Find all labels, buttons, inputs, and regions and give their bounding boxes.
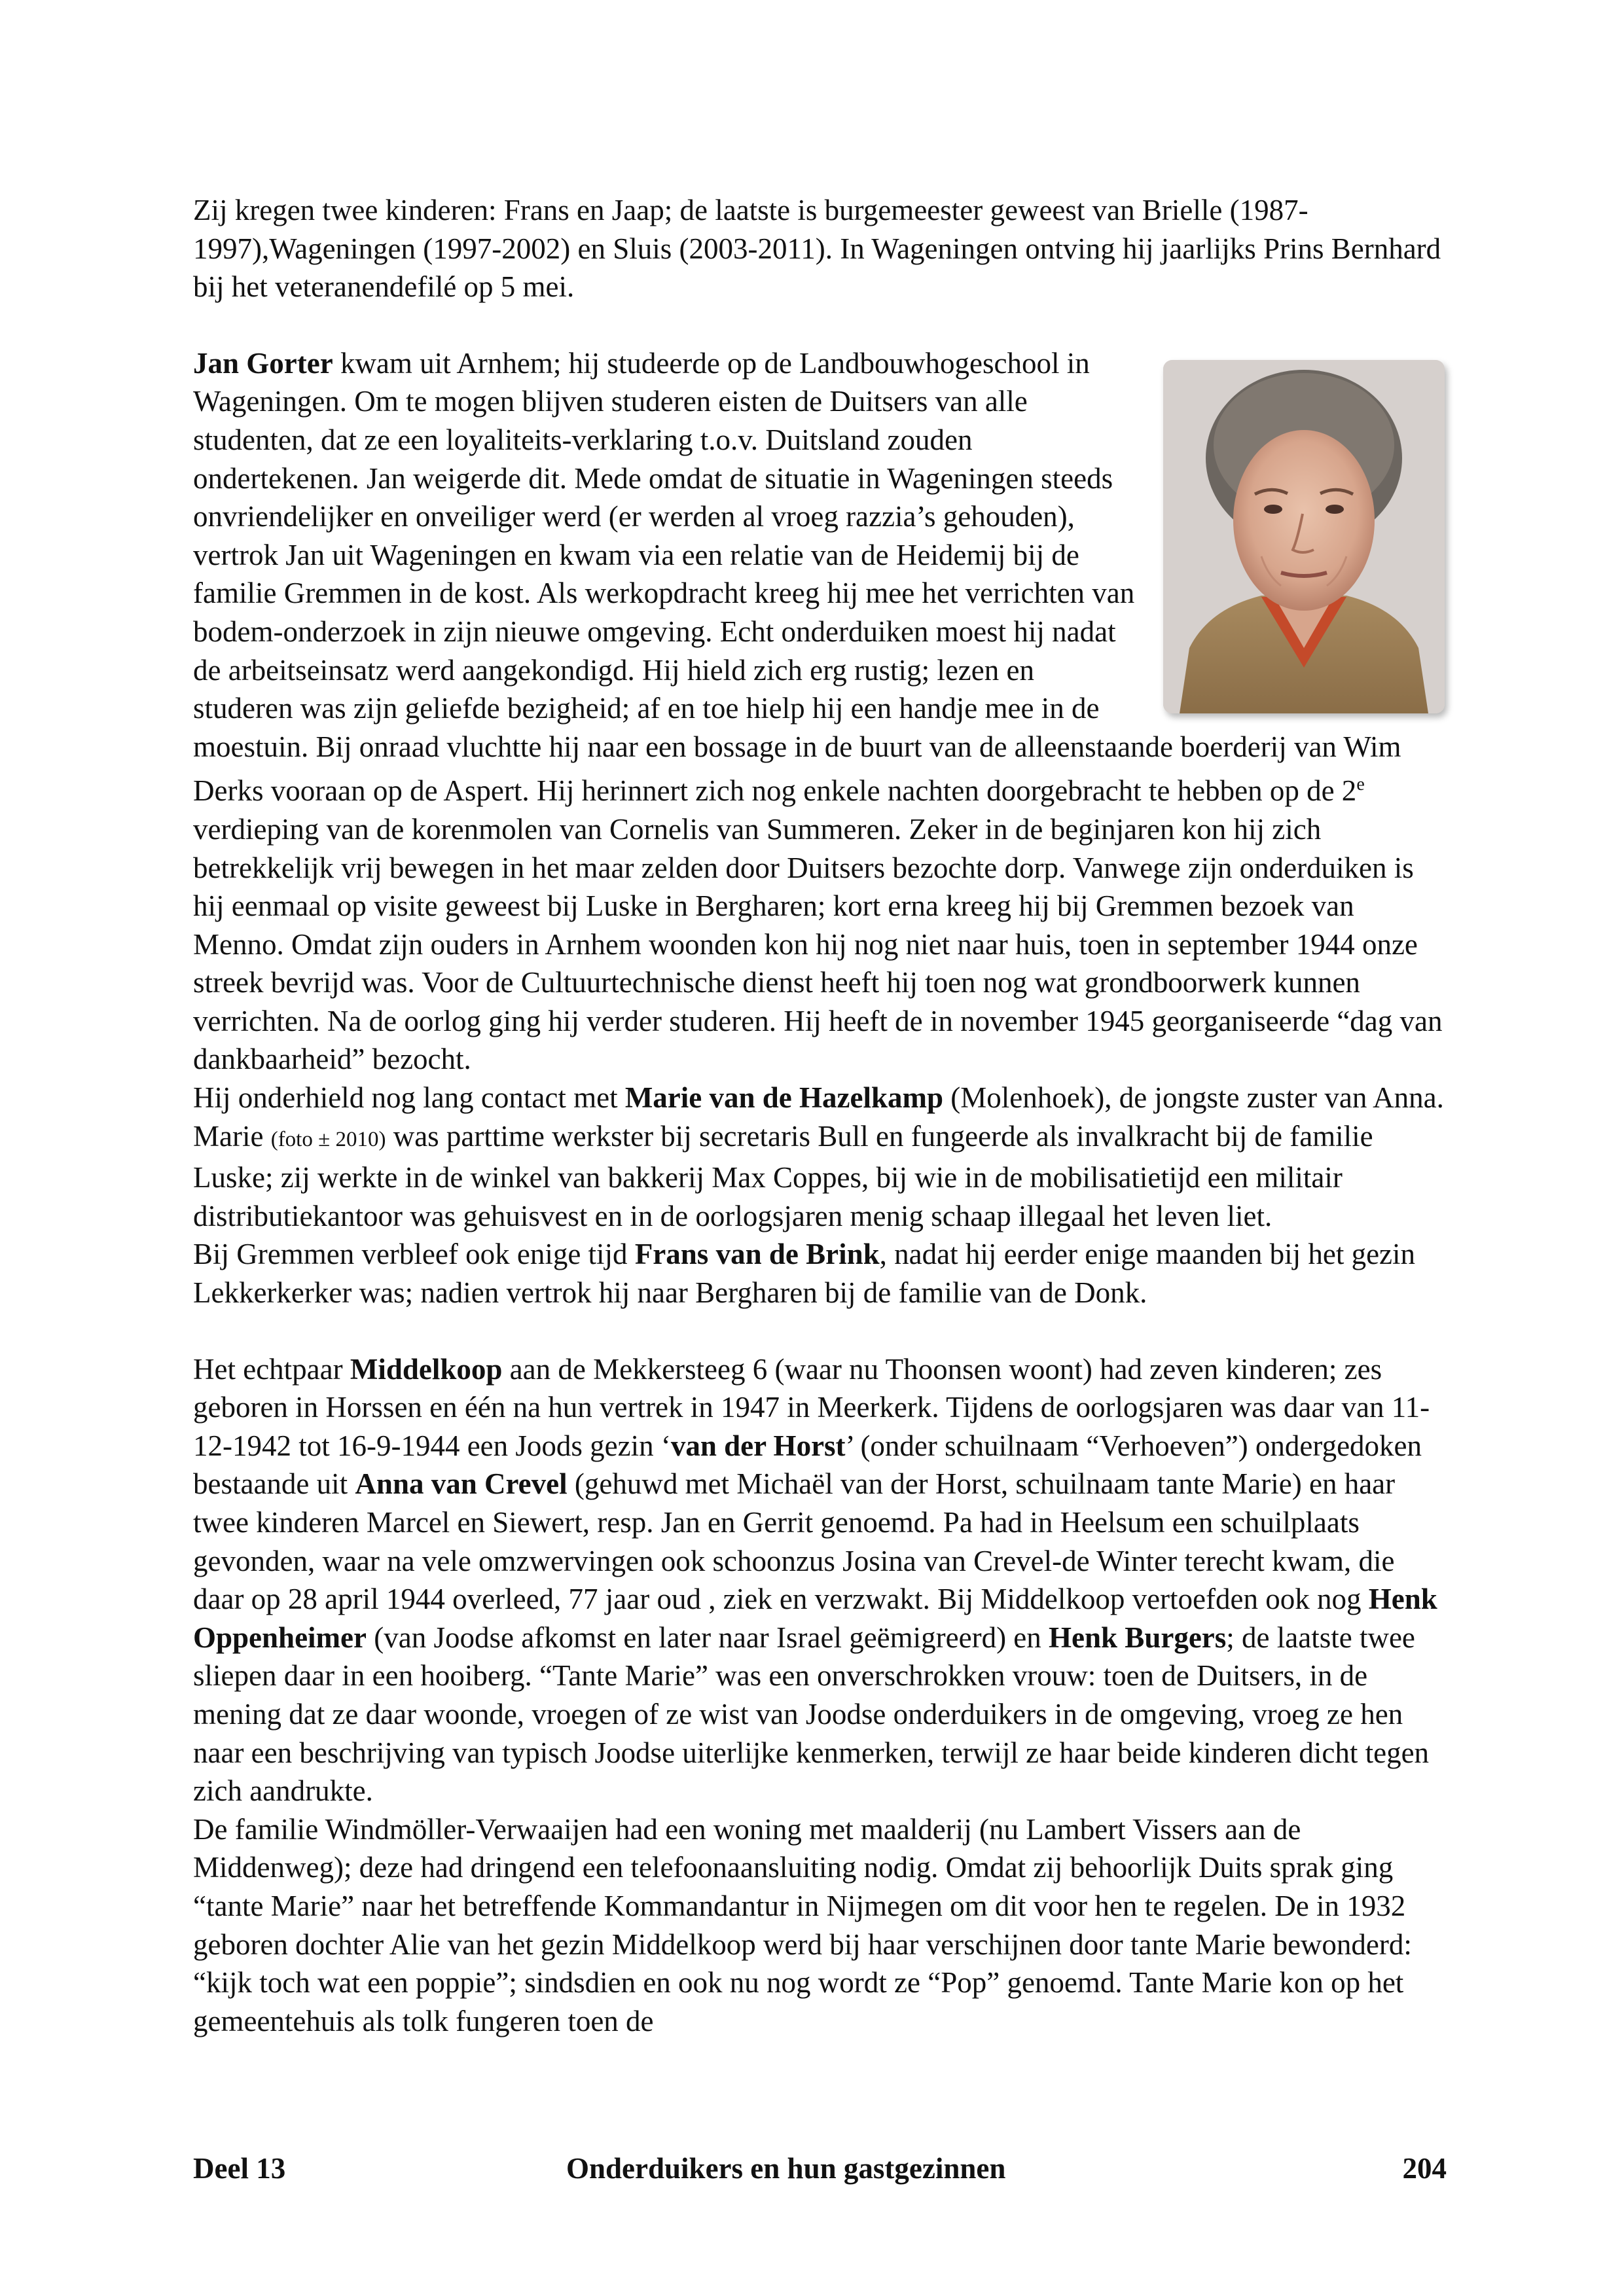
footer-part-label: Deel 13 [193,2152,286,2185]
middelkoop-text-6: ; de laatste twee sliepen daar in een hooiberg. “Tante Marie” was een onverschrokken vrouw: toen de Duitsers, in de mening dat ze daar woonde, vroegen of ze wist van Joodse onderduikers in de omgeving, vroeg ze hen naar een beschrijving van typisch Joodse uiterlijke kenmerken, terwijl ze haar beide kinderen dicht tegen zich aandrukte. [193,1621,1430,1808]
middelkoop-text-2: aan de Mekkersteeg 6 (waar nu Thoonsen woont) had zeven kinderen; zes geboren in Horssen en één na hun vertrek in 1947 in Meerkerk. Tijdens de oorlogsjaren was daar van 11-12-1942 tot 16-9-1944 een Joods gezin ‘ [193,1352,1430,1462]
footer-title: Onderduikers en hun gastgezinnen [566,2152,1006,2185]
name-anna-van-crevel: Anna van Crevel [355,1467,568,1501]
name-van-der-horst: van der Horst [670,1429,846,1462]
middelkoop-text-5: (van Joodse afkomst en later naar Israel geëmigreerd) en [367,1621,1049,1654]
jan-gorter-text-d: (Molenhoek), de jongste zuster van Anna. Marie [193,1081,1444,1153]
jan-gorter-text-g: , nadat hij eerder enige maanden bij het gezin Lekkerkerker was; nadien vertrok hij naar Bergharen bij de familie van de Donk. [193,1238,1416,1310]
windmoller-text: De familie Windmöller-Verwaaijen had een woning met maalderij (nu Lambert Vissers aan de Middenweg); deze had dringend een telefoonaansluiting nodig. Omdat zij behoorlijk Duits sprak ging “tante Marie” naar het betreffende Kommandantur in Nijmegen om dit voor hen te regelen. De in 1932 geboren dochter Alie van het gezin Middelkoop werd bij haar verschijnen door tante Marie bewonderd: “kijk toch wat een poppie”; sindsdien en ook nu nog wordt ze “Pop” genoemd. Tante Marie kon op het gemeentehuis als tolk fungeren toen de [193,1812,1412,2037]
name-marie-van-de-hazelkamp: Marie van de Hazelkamp [624,1081,944,1115]
middelkoop-text-4: (gehuwd met Michaël van der Horst, schuilnaam tante Marie) en haar twee kinderen Marcel en Siewert, resp. Jan en Gerrit genoemd. Pa had in Heelsum een schuilplaats gevonden, waar na vele omzwervingen ook schoonzus Josina van Crevel-de Winter terecht kwam, die daar op 28 april 1944 overleed, 77 jaar oud , ziek en verzwakt. Bij Middelkoop vertoefden ook nog [193,1467,1396,1616]
paragraph-children [193,191,1447,306]
jan-gorter-text-b: verdieping van de korenmolen van Cornelis van Summeren. Zeker in de beginjaren kon hij zich betrekkelijk vrij bewegen in het maar zelden door Duitsers bezochte dorp. Vanwege zijn onderduiken is hij eenmaal op visite geweest bij Luske in Bergharen; kort erna kreeg hij bij Gremmen bezoek van Menno. Omdat zijn ouders in Arnhem woonden kon hij nog niet naar huis, toen in september 1944 onze streek bevrijd was. Voor de Cultuurtechnische dienst heeft hij toen nog wat grondboorwerk kunnen verrichten. Na de oorlog ging hij verder studeren. Hij heeft de in november 1945 georganiseerde “dag van dankbaarheid” bezocht. [193,812,1443,1076]
name-jan-gorter: Jan Gorter [193,346,333,380]
name-henk-oppenheimer: Henk Oppenheimer [193,1583,1437,1654]
photo-caption: (foto ± 2010) [270,1127,386,1151]
jan-gorter-text-a: kwam uit Arnhem; hij studeerde op de Landbouwhogeschool in Wageningen. Om te mogen blijven studeren eisten de Duitsers van alle studenten, dat ze een loyaliteits-verklaring t.o.v. Duitsland zouden ondertekenen. Jan weigerde dit. Mede omdat de situatie in Wageningen steeds onvriendelijker en onveiliger werd (er werden al vroeg razzia’s gehouden), vertrok Jan uit Wageningen en kwam via een relatie van de Heidemij bij de familie Gremmen in de kost. Als werkopdracht kreeg hij mee het verrichten van bodem-onderzoek in zijn nieuwe omgeving. Echt onderduiken moest hij nadat de arbeitseinsatz werd aangekondigd. Hij hield zich erg rustig; lezen en studeren was zijn geliefde bezigheid; af en toe hielp hij een handje mee in de moestuin. Bij onraad vluchtte hij naar een bossage in de buurt van de alleenstaande boerderij van Wim Derks vooraan op de Aspert. Hij herinnert zich nog enkele nachten doorgebracht te hebben op de 2 [193,346,1401,808]
superscript-e: e [1356,774,1365,795]
portrait-photo [1163,360,1445,713]
page-footer [193,2151,1447,2191]
middelkoop-text-1: Het echtpaar [193,1352,350,1386]
page-number: 204 [1402,2152,1447,2185]
jan-gorter-text-e: was parttime werkster bij secretaris Bull en fungeerde als invalkracht bij de familie Luske; zij werkte in de winkel van bakkerij Max Coppes, bij wie in de mobilisatietijd een militair distributiekantoor was gehuisvest en in de oorlogsjaren menig schaap illegaal het leven liet. [193,1119,1373,1232]
jan-gorter-text-c: Hij onderhield nog lang contact met [193,1081,625,1115]
name-middelkoop: Middelkoop [350,1352,503,1386]
paragraph-windmoller [193,1810,1447,2041]
paragraph-gap [193,306,1447,344]
paragraph-middelkoop [193,1350,1447,1810]
name-frans-van-de-brink: Frans van de Brink [634,1238,880,1271]
paragraph-gap [193,1312,1447,1350]
body-text [193,191,1447,2040]
name-henk-burgers: Henk Burgers [1049,1621,1227,1654]
paragraph-children-text: Zij kregen twee kinderen: Frans en Jaap; de laatste is burgemeester geweest van Brielle (1987-1997),Wageningen (1997-2002) en Sluis (2003-2011). In Wageningen ontving hij jaarlijks Prins Bernhard bij het veteranendefilé op 5 mei. [193,194,1441,304]
middelkoop-text-3: ’ (onder schuilnaam “Verhoeven”) ondergedoken bestaande uit [193,1429,1422,1501]
jan-gorter-text-f: Bij Gremmen verbleef ook enige tijd [193,1238,635,1271]
portrait-photo-icon [1163,360,1445,713]
